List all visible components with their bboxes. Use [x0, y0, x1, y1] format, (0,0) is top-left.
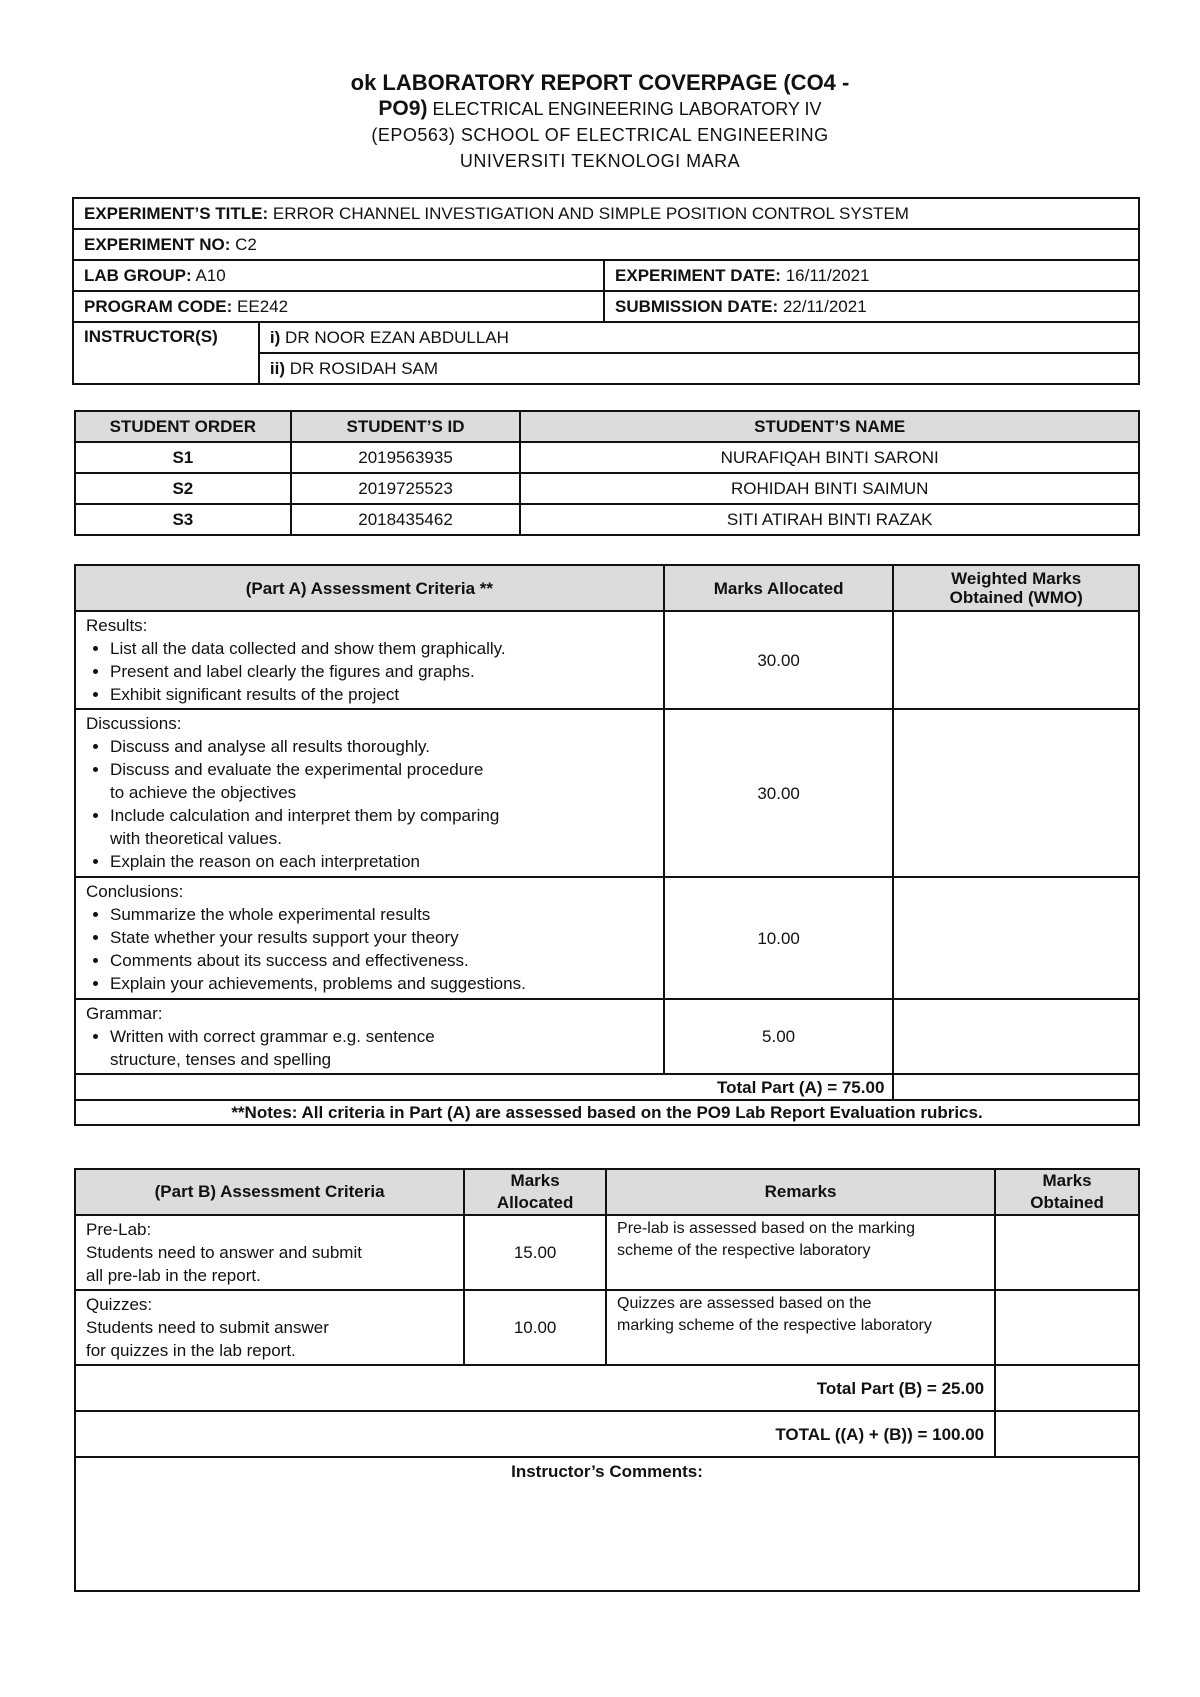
criteria-desc: all pre-lab in the report. [86, 1266, 261, 1285]
submission-date-cell [604, 291, 1139, 322]
experiment-date-value: 16/11/2021 [785, 265, 870, 285]
instructor-1-num: i) [269, 327, 281, 347]
instructor-1-cell [259, 322, 1139, 353]
part-a-header-row [75, 565, 1139, 611]
criteria-row-grammar [75, 999, 1139, 1074]
program-code-cell [73, 291, 604, 322]
part-a-wmo-header-line1: Weighted Marks [951, 569, 1082, 588]
part-b-marks-header-line2: Allocated [496, 1193, 574, 1212]
instructor-comments[interactable] [75, 1457, 1139, 1591]
criteria-item: • Summarize the whole experimental results [110, 903, 653, 926]
marks-obtained-cell[interactable] [893, 709, 1139, 877]
experiment-title-label: EXPERIMENT’S TITLE: [84, 203, 269, 223]
marks-allocated: 15.00 [464, 1215, 606, 1290]
criteria-item: • List all the data collected and show them graphically. [110, 637, 653, 660]
experiment-date-label: EXPERIMENT DATE: [615, 265, 781, 285]
student-id-header: STUDENT’S ID [291, 411, 521, 442]
marks-obtained-cell[interactable] [893, 611, 1139, 709]
marks-allocated: 30.00 [664, 611, 894, 709]
criteria-desc: Students need to answer and submit [86, 1243, 362, 1262]
program-code-label: PROGRAM CODE: [84, 296, 233, 316]
info-row-program [73, 291, 1139, 322]
instructor-1-name: DR NOOR EZAN ABDULLAH [285, 327, 509, 347]
grand-total: TOTAL ((A) + (B)) = 100.00 [75, 1411, 995, 1457]
part-a-wmo-header-line2: Obtained (WMO) [949, 588, 1083, 607]
criteria-list [86, 1025, 653, 1071]
remark-text: Quizzes are assessed based on the [617, 1295, 872, 1312]
student-id: 2018435462 [291, 504, 521, 535]
criteria-row-prelab [75, 1215, 1139, 1290]
grand-total-obtained[interactable] [995, 1411, 1139, 1457]
criteria-list [86, 735, 653, 873]
student-name: SITI ATIRAH BINTI RAZAK [520, 504, 1139, 535]
marks-allocated: 30.00 [664, 709, 894, 877]
criteria-cell [75, 1215, 464, 1290]
part-b-remarks-header: Remarks [606, 1169, 995, 1215]
criteria-row-quizzes [75, 1290, 1139, 1365]
criteria-item: • Comments about its success and effectiveness. [110, 949, 653, 972]
part-b-total-obtained[interactable] [995, 1365, 1139, 1411]
criteria-item: • Present and label clearly the figures and graphs. [110, 660, 653, 683]
grand-total-row [75, 1411, 1139, 1457]
criteria-title: Quizzes: [86, 1295, 153, 1314]
criteria-item: • State whether your results support your theory [110, 926, 653, 949]
criteria-item: • Explain the reason on each interpretation [110, 850, 653, 873]
part-b-criteria-header: (Part B) Assessment Criteria [75, 1169, 464, 1215]
criteria-title: Results: [86, 616, 148, 635]
marks-allocated: 5.00 [664, 999, 894, 1074]
criteria-title: Conclusions: [86, 882, 184, 901]
criteria-item: • Explain your achievements, problems and suggestions. [110, 972, 653, 995]
criteria-title: Discussions: [86, 714, 182, 733]
submission-date-value: 22/11/2021 [782, 296, 867, 316]
criteria-cell [75, 999, 664, 1074]
criteria-row-results [75, 611, 1139, 709]
criteria-row-discussions [75, 709, 1139, 877]
experiment-date-cell [604, 260, 1139, 291]
student-order: S1 [75, 442, 291, 473]
experiment-no-label: EXPERIMENT NO: [84, 234, 231, 254]
criteria-list [86, 903, 653, 995]
part-a-total-obtained[interactable] [893, 1074, 1139, 1100]
criteria-row-conclusions [75, 877, 1139, 999]
remark-text: Pre-lab is assessed based on the marking [617, 1220, 915, 1237]
info-row-title [73, 198, 1139, 229]
criteria-cell [75, 709, 664, 877]
criteria-title: Grammar: [86, 1004, 163, 1023]
submission-date-label: SUBMISSION DATE: [615, 296, 779, 316]
instructor-2-cell [259, 353, 1139, 384]
part-a-notes: **Notes: All criteria in Part (A) are assessed based on the PO9 Lab Report Evaluation rubrics. [75, 1100, 1139, 1125]
part-b-total-row [75, 1365, 1139, 1411]
part-a-criteria-header: (Part A) Assessment Criteria ** [75, 565, 664, 611]
table-row [75, 504, 1139, 535]
marks-allocated: 10.00 [464, 1290, 606, 1365]
criteria-cell [75, 1290, 464, 1365]
part-b-header-row [75, 1169, 1139, 1215]
school-line: (EPO563) SCHOOL OF ELECTRICAL ENGINEERING [371, 125, 829, 145]
part-b-obtained-header-line2: Obtained [1030, 1193, 1104, 1212]
university-line: UNIVERSITI TEKNOLOGI MARA [459, 151, 741, 171]
student-id: 2019725523 [291, 473, 521, 504]
part-b-obtained-header [995, 1169, 1139, 1215]
criteria-cell [75, 877, 664, 999]
marks-obtained-cell[interactable] [995, 1290, 1139, 1365]
criteria-desc: Students need to submit answer [86, 1318, 329, 1337]
table-row [75, 442, 1139, 473]
students-header-row [75, 411, 1139, 442]
part-b-marks-header-line1: Marks [510, 1171, 560, 1190]
student-order: S3 [75, 504, 291, 535]
course-line [0, 96, 1200, 122]
part-b-total: Total Part (B) = 25.00 [75, 1365, 995, 1411]
table-row [75, 473, 1139, 504]
info-row-instructor-1 [73, 322, 1139, 353]
student-name-header: STUDENT’S NAME [520, 411, 1139, 442]
remark-cell [606, 1215, 995, 1290]
remark-text: scheme of the respective laboratory [617, 1242, 871, 1259]
criteria-item: • Written with correct grammar e.g. sentence structure, tenses and spelling [110, 1025, 653, 1071]
info-row-group [73, 260, 1139, 291]
criteria-item: • Exhibit significant results of the project [110, 683, 653, 706]
experiment-no-value: C2 [235, 234, 257, 254]
part-a-total-row [75, 1074, 1139, 1100]
instructor-2-num: ii) [269, 358, 286, 378]
criteria-item: • Include calculation and interpret them by comparing with theoretical values. [110, 804, 653, 850]
report-title: ok LABORATORY REPORT COVERPAGE (CO4 - [350, 70, 850, 95]
marks-obtained-cell[interactable] [995, 1215, 1139, 1290]
criteria-item: • Discuss and evaluate the experimental procedure to achieve the objectives [110, 758, 653, 804]
student-name: NURAFIQAH BINTI SARONI [520, 442, 1139, 473]
remark-text: marking scheme of the respective laboratory [617, 1317, 932, 1334]
student-id: 2019563935 [291, 442, 521, 473]
criteria-list [86, 637, 653, 706]
part-b-obtained-header-line1: Marks [1042, 1171, 1092, 1190]
marks-allocated: 10.00 [664, 877, 894, 999]
instructor-label: INSTRUCTOR(S) [73, 322, 259, 384]
student-order: S2 [75, 473, 291, 504]
part-b-marks-header [464, 1169, 606, 1215]
lab-group-label: LAB GROUP: [84, 265, 192, 285]
comments-row [75, 1457, 1139, 1591]
student-name: ROHIDAH BINTI SAIMUN [520, 473, 1139, 504]
criteria-cell [75, 611, 664, 709]
part-b-table [74, 1168, 1140, 1592]
marks-obtained-cell[interactable] [893, 999, 1139, 1074]
criteria-title: Pre-Lab: [86, 1220, 152, 1239]
student-order-header: STUDENT ORDER [75, 411, 291, 442]
experiment-title-value: ERROR CHANNEL INVESTIGATION AND SIMPLE POSITION CONTROL SYSTEM [272, 203, 909, 223]
experiment-no-cell [73, 229, 1139, 260]
experiment-info-table [72, 197, 1140, 385]
part-a-notes-row [75, 1100, 1139, 1125]
students-table [74, 410, 1140, 536]
part-a-marks-header: Marks Allocated [664, 565, 894, 611]
instructor-comments-label: Instructor’s Comments: [511, 1462, 703, 1481]
lab-group-cell [73, 260, 604, 291]
instructor-2-name: DR ROSIDAH SAM [289, 358, 439, 378]
part-a-wmo-header [893, 565, 1139, 611]
remark-cell [606, 1290, 995, 1365]
title-block [0, 70, 1200, 174]
info-row-no [73, 229, 1139, 260]
experiment-title-cell [73, 198, 1139, 229]
criteria-desc: for quizzes in the lab report. [86, 1341, 296, 1360]
program-code-value: EE242 [237, 296, 289, 316]
marks-obtained-cell[interactable] [893, 877, 1139, 999]
lab-group-value: A10 [195, 265, 226, 285]
course-line-bold: PO9) [378, 97, 428, 120]
criteria-item: • Discuss and analyse all results thoroughly. [110, 735, 653, 758]
course-name: ELECTRICAL ENGINEERING LABORATORY IV [432, 99, 822, 119]
part-a-table [74, 564, 1140, 1126]
part-a-total: Total Part (A) = 75.00 [75, 1074, 893, 1100]
